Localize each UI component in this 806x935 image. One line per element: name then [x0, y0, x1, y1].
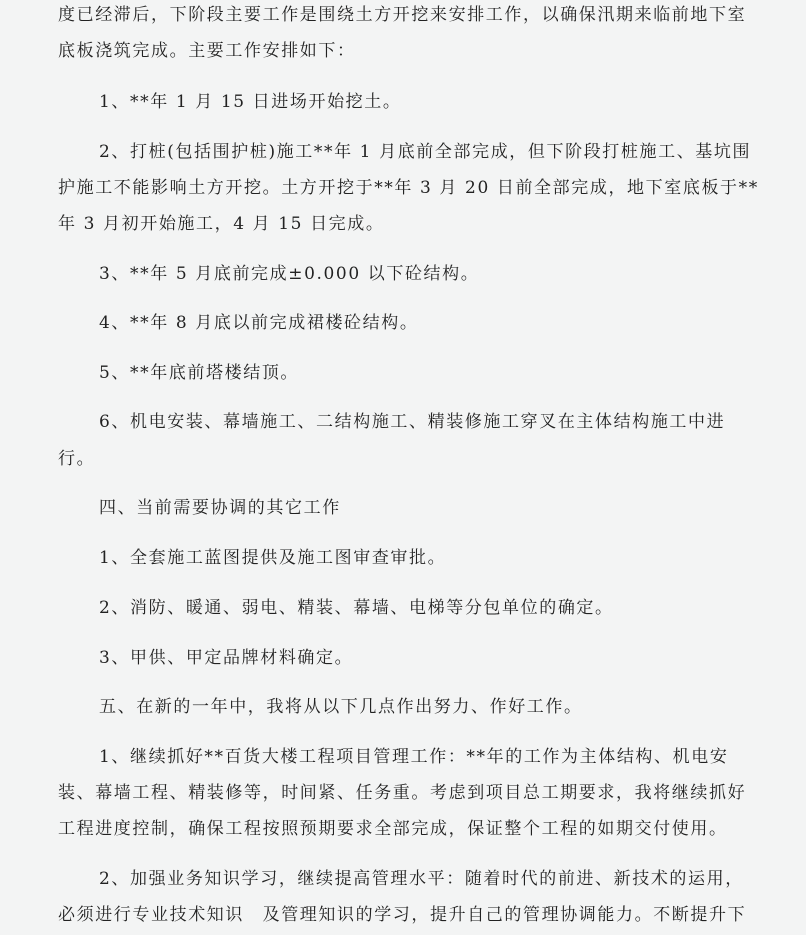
text-line: 底板浇筑完成。主要工作安排如下： [58, 41, 356, 61]
text-line: 工程进度控制，确保工程按照预期要求全部完成，保证整个工程的如期交付使用。 [58, 819, 728, 839]
text-line: 装、幕墙工程、精装修等，时间紧、任务重。考虑到项目总工期要求，我将继续抓好 [58, 783, 747, 803]
text-line: 护施工不能影响土方开挖。土方开挖于**年 3 月 20 日前全部完成，地下室底板于** [58, 178, 759, 198]
text-line: 1、继续抓好**百货大楼工程项目管理工作：**年的工作为主体结构、机电安 [99, 747, 729, 767]
text-line: 5、**年底前塔楼结顶。 [99, 363, 300, 383]
text-line: 2、打桩(包括围护桩)施工**年 1 月底前全部完成，但下阶段打桩施工、基坑围 [99, 142, 752, 162]
text-line: 3、**年 5 月底前完成±0.000 以下砼结构。 [99, 264, 480, 284]
section-heading: 五、在新的一年中，我将从以下几点作出努力、作好工作。 [99, 697, 583, 717]
text-line: 4、**年 8 月底以前完成裙楼砼结构。 [99, 313, 419, 333]
text-line: 行。 [58, 449, 96, 469]
text-line: 2、消防、暖通、弱电、精装、幕墙、电梯等分包单位的确定。 [99, 598, 614, 618]
text-line: 2、加强业务知识学习，继续提高管理水平：随着时代的前进、新技术的运用， [99, 869, 744, 889]
text-line: 1、全套施工蓝图提供及施工图审查审批。 [99, 548, 447, 568]
text-line: 年 3 月初开始施工，4 月 15 日完成。 [58, 214, 385, 234]
text-line: 6、机电安装、幕墙施工、二结构施工、精装修施工穿叉在主体结构施工中进 [99, 412, 726, 432]
text-line: 必须进行专业技术知识 及管理知识的学习，提升自己的管理协调能力。不断提升下 [58, 905, 747, 925]
section-heading: 四、当前需要协调的其它工作 [99, 498, 341, 518]
text-line: 度已经滞后，下阶段主要工作是围绕土方开挖来安排工作，以确保汛期来临前地下室 [58, 5, 747, 25]
text-line: 1、**年 1 月 15 日进场开始挖土。 [99, 92, 402, 112]
text-line: 3、甲供、甲定品牌材料确定。 [99, 648, 354, 668]
